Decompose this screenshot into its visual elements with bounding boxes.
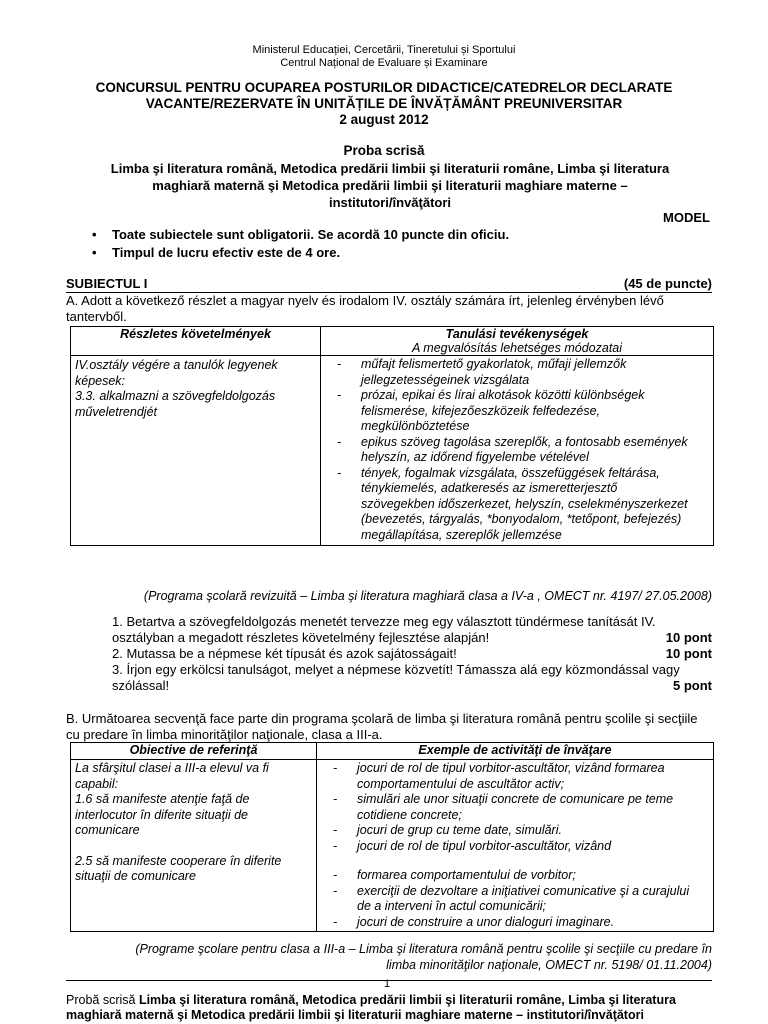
task-points: 5 pont — [673, 677, 712, 693]
subject-1-heading — [66, 276, 712, 291]
table-a-activities — [321, 356, 714, 546]
table-b — [70, 742, 714, 932]
footer — [66, 993, 712, 1023]
activity-item: - jocuri de rol de tipul vorbitor-ascultător, vizând formarea comportamentului de ascultător activ; — [317, 761, 693, 792]
objective-intro: La sfârşitul clasei a III-a elevul va fi capabil: — [75, 761, 269, 791]
table-b-objectives — [71, 760, 317, 932]
contest-title — [60, 80, 708, 128]
center-name: Centrul Național de Evaluare și Examinare — [280, 56, 488, 69]
exam-type: Proba scrisă — [343, 143, 425, 158]
table-a-header-2 — [321, 327, 714, 356]
table-b-header-2: Exemple de activităţi de învăţare — [317, 743, 714, 760]
task-1 — [112, 614, 712, 645]
task-text: 2. Mutassa be a népmese két típusát és azok sajátosságait! — [112, 646, 457, 661]
table-b-header-1: Obiective de referinţă — [71, 743, 317, 760]
rule-item: • Timpul de lucru efectiv este de 4 ore. — [92, 244, 712, 262]
title-line-1: CONCURSUL PENTRU OCUPAREA POSTURILOR DIDACTICE/CATEDRELOR DECLARATE — [95, 80, 673, 95]
intro-a: A. Adott a következő részlet a magyar nyelv és irodalom IV. osztály számára írt, jelenleg érvényben lévő tantervből. — [66, 293, 664, 324]
subject-1-points: (45 de puncte) — [623, 276, 712, 291]
activity-item: - exerciţii de dezvoltare a iniţiativei comunicative şi a curajului de a interveni în actul comunicării; — [317, 884, 693, 915]
citation-b-line-2: limba minorităţilor naţionale, OMECT nr. 5198/ 01.11.2004) — [386, 958, 712, 972]
requirement-item: 3.3. alkalmazni a szövegfeldolgozás műveletrendjét — [75, 389, 276, 419]
activity-item: - jocuri de rol de tipul vorbitor-ascultător, vizând — [317, 839, 693, 855]
subject-line-1: Limba şi literatura română, Metodica predării limbii şi literaturii române, Limba şi literatura — [110, 161, 670, 176]
task-3 — [112, 662, 712, 693]
task-points: 10 pont — [665, 646, 712, 661]
activity-item: - epikus szöveg tagolása szereplők, a fontosabb események helyszín, az időrend figyelembe vételével — [321, 435, 693, 466]
model-label: MODEL — [663, 210, 710, 225]
subject-1-title: SUBIECTUL I — [66, 276, 148, 291]
activity-item: - jocuri de grup cu teme date, simulări. — [317, 823, 693, 839]
activity-item: - formarea comportamentului de vorbitor; — [317, 868, 693, 884]
title-line-2: VACANTE/REZERVATE ÎN UNITĂȚILE DE ÎNVĂȚĂMÂNT PREUNIVERSITAR — [145, 96, 623, 111]
subject-line-3: institutori/învăţători — [328, 195, 452, 210]
task-text: 1. Betartva a szövegfeldolgozás menetét tervezze meg egy választott tündérmese tanítását IV. osztályban a megadott részletes követelmény fejlesztése alapján! — [112, 614, 656, 645]
activity-item: - simulări ale unor situaţii concrete de comunicare pe teme cotidiene concrete; — [317, 792, 693, 823]
ministry-header — [0, 44, 768, 69]
subject-title — [70, 160, 710, 211]
citation-b — [66, 941, 712, 973]
rule-item: • Toate subiectele sunt obligatorii. Se acordă 10 puncte din oficiu. — [92, 226, 712, 244]
intro-b: B. Următoarea secvenţă face parte din programa şcolară de limba şi literatura română pentru şcolile şi secţiile cu predare în limba minorităţilor naţionale, clasa a III-a. — [66, 711, 698, 742]
task-points: 10 pont — [665, 629, 712, 645]
footer-text: Limba şi literatura română, Metodica predării limbii şi literaturii române, Limba şi literatura maghiară maternă şi Metodica predării limbii şi literaturii maghiare materne – institutori/învăţători — [66, 993, 676, 1022]
subject-line-2: maghiară maternă şi Metodica predării limbii şi literaturii maghiare materne – — [152, 178, 628, 193]
activity-item: - jocuri de construire a unor dialoguri imaginare. — [317, 915, 693, 931]
footer-prefix: Probă scrisă — [66, 993, 139, 1007]
table-b-activities — [317, 760, 714, 932]
page-number: 1 — [384, 978, 391, 990]
table-a-header-2-title: Tanulási tevékenységek — [445, 327, 589, 341]
objective-item: 1.6 să manifeste atenţie faţă de interlocutor în diferite situaţii de comunicare — [75, 792, 250, 837]
citation-b-line-1: (Programe şcolare pentru clasa a III-a – Limba şi literatura română pentru şcolile şi secţiile cu predare în — [135, 942, 712, 956]
ministry-name: Ministerul Educației, Cercetării, Tineretului și Sportului — [252, 44, 516, 56]
citation-a: (Programa şcolară revizuită – Limba şi literatura maghiară clasa a IV-a , OMECT nr. 4197/ 27.05.2008) — [143, 589, 712, 603]
task-2 — [112, 646, 712, 662]
activity-item: - prózai, epikai és lírai alkotások közötti különbségek felismerése, kifejezőeszközeik felfedezése, megkülönböztetése — [321, 388, 693, 435]
exam-date: 2 august 2012 — [339, 112, 429, 127]
table-a-header-1: Részletes követelmények — [71, 327, 321, 356]
table-a — [70, 326, 714, 546]
table-a-header-2-sub: A megvalósítás lehetséges módozatai — [411, 341, 623, 355]
exam-rules — [92, 226, 712, 262]
activity-item: - műfajt felismertető gyakorlatok, műfaji jellemzők jellegzetességeinek vizsgálata — [321, 357, 693, 388]
table-a-requirements — [71, 356, 321, 546]
task-text: 3. Írjon egy erkölcsi tanulságot, melyet a népmese közvetít! Támassza alá egy közmondással vagy szólással! — [112, 662, 680, 693]
activity-item: - tények, fogalmak vizsgálata, összefüggések feltárása, ténykiemelés, adatkeresés az ismeretterjesztő szövegekben időszerkezet, helyszín, cselekményszerkezet (bevezetés, tárgyalás, *bonyodalom, *tetőpont, befejezés) megállapítása, szereplők jellemzése — [321, 466, 693, 544]
requirement-intro: IV.osztály végére a tanulók legyenek képesek: — [75, 358, 278, 388]
objective-item: 2.5 să manifeste cooperare în diferite situaţii de comunicare — [75, 853, 282, 883]
